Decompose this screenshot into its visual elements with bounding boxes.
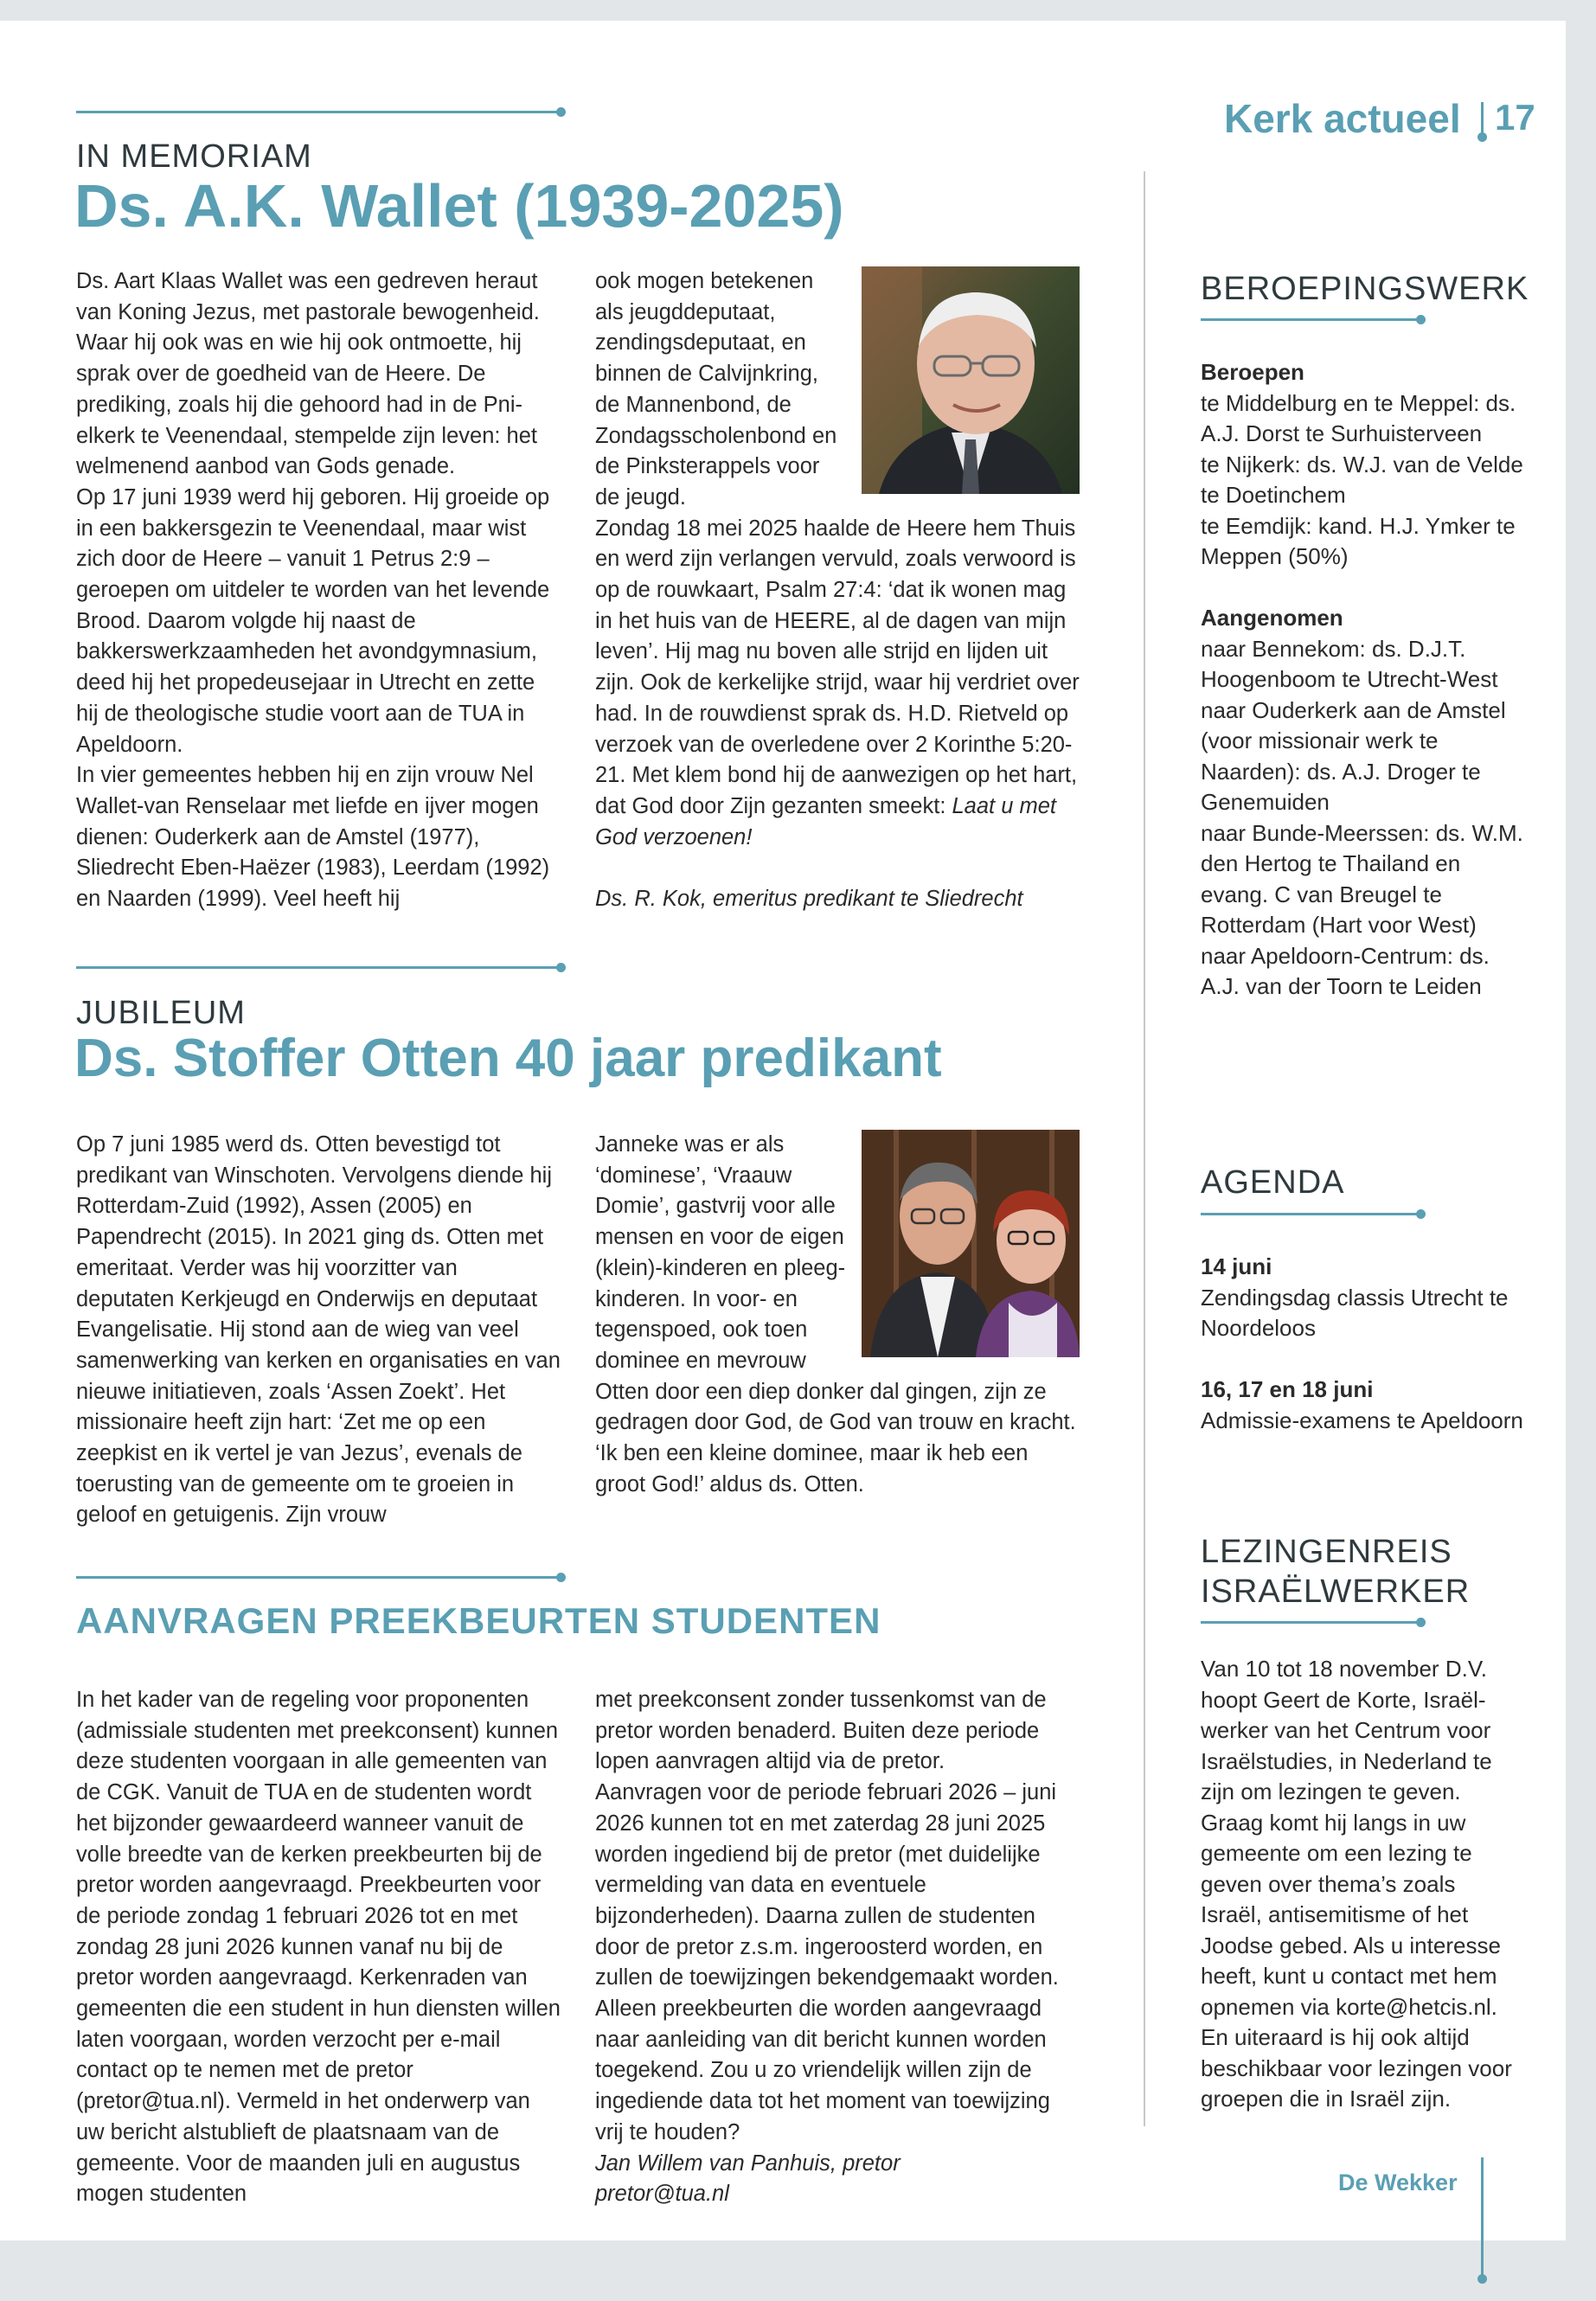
portrait-photo-wallet (862, 266, 1080, 494)
jubileum-column-1 (76, 1130, 561, 1531)
paragraph: Van 10 tot 18 november D.V. hoopt Geert de Korte, Israëlwerker van het Centrum voor Israëlstudies, in Nederland te zijn om lezingen te geven. Graag komt hij langs in uw gemeente om een lezing te geven over thema’s zoals Israël, antisemitisme of het Joodse gebed. Als u interesse heeft, kunt u contact met hem opnemen via korte@hetcis.nl. En uiteraard is hij ook altijd beschikbaar voor lezingen voor groepen die in Israël zijn. (1201, 1656, 1512, 2112)
heading-line: LEZINGENREIS (1201, 1534, 1452, 1570)
sidebar-divider (1201, 1621, 1422, 1624)
jubileum-kicker: JUBILEUM (76, 995, 246, 1031)
paragraph: Op 7 juni 1985 werd ds. Otten bevestigd tot predikant van Winschoten. Vervolgens diende hij Rotterdam-Zuid (1992), Assen (2005) en Papendrecht (2015). In 2021 ging ds. Otten met emeritaat. Verder was hij voorzitter van deputaten Kerkjeugd en Onderwijs en deputaat Evangelisatie. Hij stond aan de wieg van veel samenwerking van kerken en organisaties en van nieuwe initiatieven, zoals ‘Assen Zoekt’. Het missionaire heeft zijn hart: ‘Zet me op een zeepkist en ik vertel je van Jezus’, evenals de toerusting van de gemeente om te groeien in geloof en getuigenis. Zijn vrouw (76, 1132, 561, 1528)
paragraph: met preekconsent zonder tussenkomst van de pretor worden benaderd. Buiten deze periode lopen aanvragen altijd via de pretor. (595, 1688, 1047, 1774)
agenda-date: 14 juni (1201, 1253, 1272, 1279)
aanvragen-title: AANVRAGEN PREEKBEURTEN STUDENTEN (76, 1600, 881, 1641)
paragraph: Ds. Aart Klaas Wallet was een gedreven heraut van Koning Jezus, met pastorale bewogenheid. Waar hij ook was en wie hij ook ontmoette, hij sprak over de goedheid van de Heere. De prediking, zoals hij die gehoord had in de Pnielkerk te Veenendaal, stempelde zijn leven: het welmenend aanbod van Gods genade. (76, 269, 540, 479)
agenda-text: Zendingsdag classis Utrecht te Noordeloos (1201, 1284, 1509, 1341)
quote: Laat u met God verzoenen! (595, 793, 1056, 849)
page-number: 17 (1495, 97, 1535, 138)
section-divider (76, 111, 562, 113)
memoriam-column-1 (76, 266, 561, 915)
paragraph: Op 17 juni 1939 werd hij geboren. Hij groeide op in een bakkersgezin te Veenendaal, maar wist zich door de Heere – vanuit 1 Petrus 2:9 – geroepen om uitdeler te worden van het levende Brood. Daarom volgde hij naast de bakkerswerkzaamheden het avondgymnasium, deed hij het propedeusejaar in Utrecht en zette hij de theologische studie voort aan de TUA in Apeldoorn. (76, 484, 550, 757)
agenda-list (1201, 1252, 1529, 1436)
agenda-text: Admissie-examens te Apeldoorn (1201, 1407, 1523, 1433)
aangenomen-label: Aangenomen (1201, 605, 1343, 631)
section-divider (76, 966, 562, 969)
sidebar-divider (1201, 318, 1422, 321)
beroepen-label: Beroepen (1201, 359, 1304, 385)
couple-photo-otten (862, 1130, 1080, 1357)
paragraph: In het kader van de regeling voor proponenten (admissiale studenten met preekconsent) kunnen deze studenten voorgaan in alle gemeenten van de CGK. Vanuit de TUA en de studenten wordt het bijzonder gewaardeerd wanneer vanuit de volle breedte van de kerken preekbeurten bij de pretor worden aangevraagd. Preekbeurten voor de periode zondag 1 februari 2026 tot en met zondag 28 juni 2026 kunnen vanaf nu bij de pretor worden aangevraagd. Kerkenraden van gemeenten die een student in hun diensten willen laten voorgaan, worden verzocht per e-mail contact op te nemen met de pretor (pretor@tua.nl). Vermeld in het onderwerp van uw bericht alstublieft de plaatsnaam van de gemeente. Voor de maanden juli en augustus mogen studenten (76, 1688, 561, 2207)
paragraph: Janneke was er als ‘dominese’, ‘Vraauw Domie’, gastvrij voor alle mensen en voor de eigen (klein)-kinderen en pleegkinderen. In voor- en tegenspoed, ook toen dominee en mevrouw Otten door een diep donker dal gingen, zijn ze gedragen door God, de God van trouw en kracht. ‘Ik ben een kleine dominee, maar ik heb een groot God!’ aldus ds. Otten. (595, 1132, 1076, 1497)
signature-name: Jan Willem van Panhuis, pretor (595, 2150, 901, 2176)
memoriam-title: Ds. A.K. Wallet (1939-2025) (74, 172, 844, 240)
list-item: te Nijkerk: ds. W.J. van de Velde te Doetinchem (1201, 451, 1523, 508)
lezingenreis-heading (1201, 1532, 1470, 1612)
list-item: te Middelburg en te Meppel: ds. A.J. Dorst te Surhuisterveen (1201, 389, 1516, 446)
header-divider (1481, 102, 1484, 137)
jubileum-column-2 (595, 1130, 1080, 1500)
signature: Ds. R. Kok, emeritus predikant te Sliedrecht (595, 887, 1023, 912)
heading-line: ISRAËLWERKER (1201, 1574, 1471, 1610)
signature-email: pretor@tua.nl (595, 2182, 729, 2207)
memoriam-column-2 (595, 266, 1080, 915)
jubileum-title: Ds. Stoffer Otten 40 jaar predikant (74, 1029, 942, 1088)
paragraph: In vier gemeentes hebben hij en zijn vrouw Nel Wallet-van Renselaar met liefde en ijver mogen dienen: Ouderkerk aan de Amstel (1977), Sliedrecht Eben-Haëzer (1983), Leerdam (1992) en Naarden (1999). Veel heeft hij (76, 763, 550, 912)
aanvragen-column-2 (595, 1685, 1080, 2210)
column-rule (1144, 171, 1145, 2126)
footer-divider (1481, 2157, 1484, 2279)
agenda-heading: AGENDA (1201, 1164, 1345, 1201)
list-item: te Eemdijk: kand. H.J. Ymker te Meppen (50%) (1201, 512, 1516, 569)
lezingenreis-text (1201, 1654, 1522, 2115)
list-item: naar Bennekom: ds. D.J.T. Hoogenboom te Utrecht-West (1201, 635, 1498, 692)
beroepingswerk-heading: BEROEPINGSWERK (1201, 271, 1529, 307)
footer-brand: De Wekker (1338, 2170, 1458, 2195)
section-divider (76, 1576, 562, 1579)
paragraph: ook mogen betekenen als jeugddeputaat, zendingsdeputaat, en binnen de Calvijnkring, de Mannenbond, de Zondagsscholenbond en de Pinksterappels voor de jeugd. (595, 269, 837, 510)
sidebar-divider (1201, 1213, 1422, 1215)
section-title: Kerk actueel (1224, 96, 1461, 141)
aanvragen-column-1 (76, 1685, 561, 2210)
paragraph: Aanvragen voor de periode februari 2026 – juni 2026 kunnen tot en met zaterdag 28 juni 2025 worden ingediend bij de pretor (met duidelijke vermelding van data en eventuele bijzonderheden). Daarna zullen de studenten door de pretor z.s.m. ingeroosterd worden, en zullen de toewijzingen bekendgemaakt worden. Alleen preekbeurten die worden aangevraagd naar aanleiding van dit bericht kunnen worden toegekend. Zou u zo vriendelijk willen zijn de ingediende data tot het moment van toewijzing vrij te houden? (595, 1780, 1059, 2144)
list-item: naar Apeldoorn-Centrum: ds. A.J. van der Toorn te Leiden (1201, 942, 1490, 999)
agenda-date: 16, 17 en 18 juni (1201, 1376, 1374, 1402)
text: Zondag 18 mei 2025 haalde de Heere hem Thuis en werd zijn verlangen vervuld, zoals verwoord is op de rouwkaart, Psalm 27:4: ‘dat ik wonen mag in het huis van de HEERE, al de dagen van mijn leven’. Hij mag nu boven alle strijd en lijden uit zijn. Ook de kerkelijke strijd, waar hij verdriet over had. In de rouwdienst sprak ds. H.D. Rietveld op verzoek van de overledene over 2 Korinthe 5:20-21. Met klem bond hij de aanwezigen op het hart, dat God door Zijn gezanten smeekt: (595, 516, 1080, 818)
memoriam-kicker: IN MEMORIAM (76, 138, 312, 175)
beroepingswerk-list (1201, 357, 1529, 1003)
list-item: naar Bunde-Meerssen: ds. W.M. den Hertog te Thailand en evang. C van Breugel te Rotterdam (Hart voor West) (1201, 819, 1523, 938)
list-item: naar Ouderkerk aan de Amstel (voor missionair werk te Naarden): ds. A.J. Droger te Genemuiden (1201, 696, 1506, 815)
paragraph (595, 514, 1080, 854)
